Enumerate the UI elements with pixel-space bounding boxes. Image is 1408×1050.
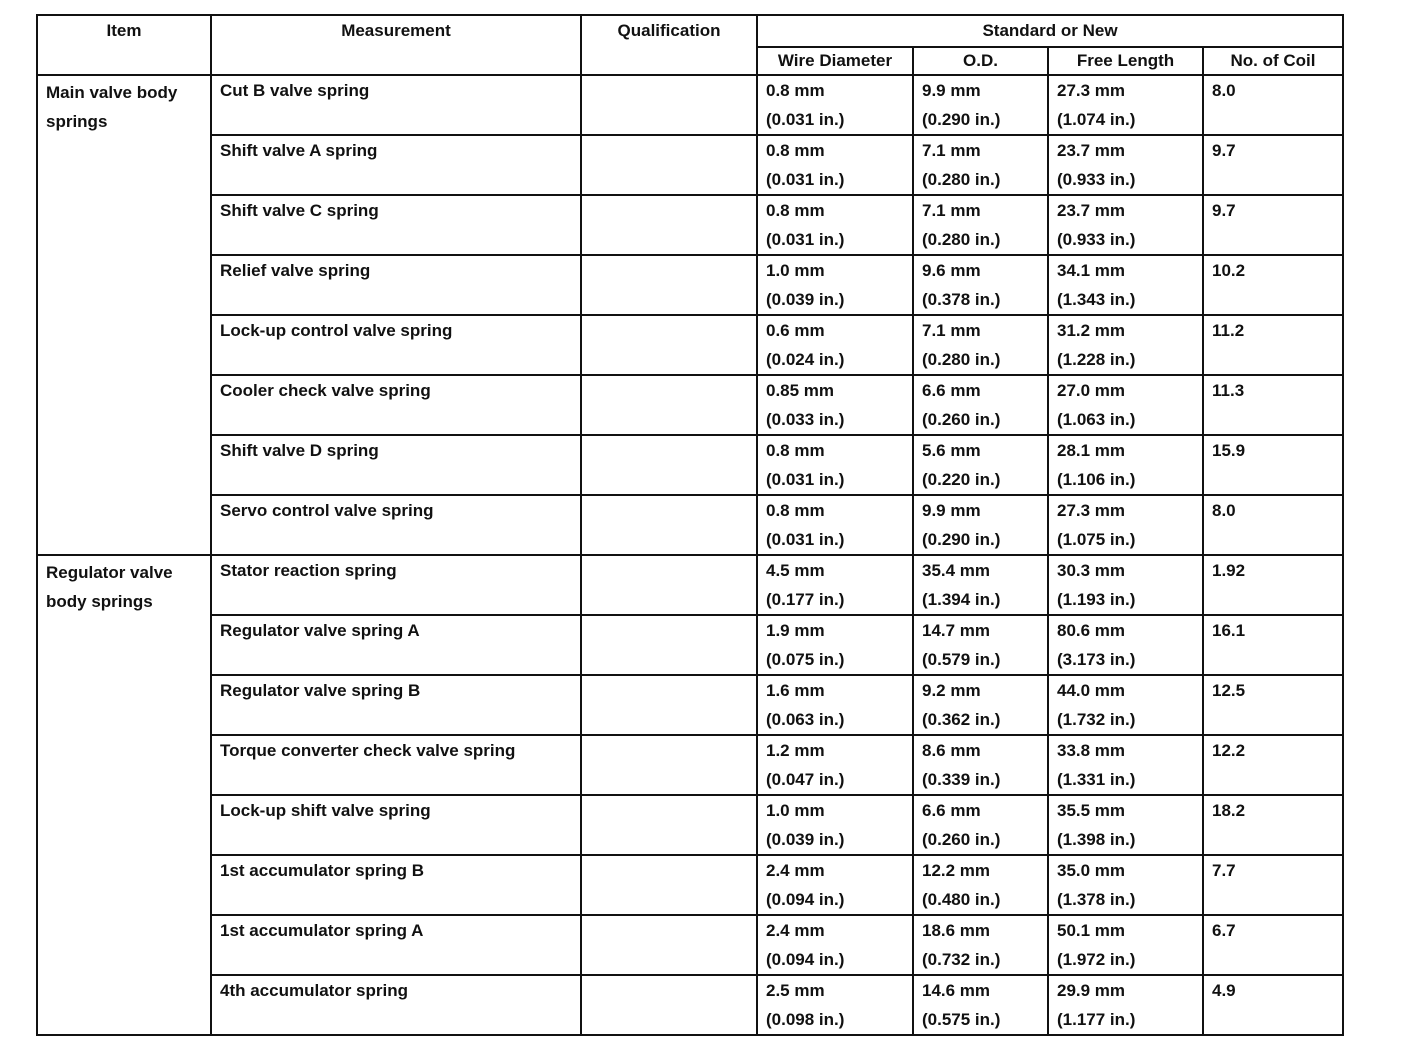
coil-cell	[1203, 315, 1343, 375]
wire-diameter-cell-imperial: (0.024 in.)	[766, 350, 845, 369]
free-length-cell-metric: 27.3 mm	[1057, 81, 1126, 100]
wire-diameter-cell	[757, 435, 913, 495]
od-cell-imperial: (0.290 in.)	[922, 110, 1001, 129]
header-qualification: Qualification	[581, 15, 757, 75]
coil-cell-text: 11.2	[1212, 321, 1245, 340]
od-cell-imperial: (0.290 in.)	[922, 530, 1001, 549]
measurement-cell-text: Cooler check valve spring	[220, 381, 431, 400]
measurement-cell-text: Regulator valve spring A	[220, 621, 420, 640]
coil-cell-text: 4.9	[1212, 981, 1236, 1000]
wire-diameter-cell-imperial: (0.063 in.)	[766, 710, 845, 729]
coil-cell-text: 11.3	[1212, 381, 1245, 400]
measurement-cell	[211, 495, 581, 555]
free-length-cell-imperial: (1.193 in.)	[1057, 590, 1136, 609]
measurement-cell	[211, 975, 581, 1035]
free-length-cell-metric: 27.0 mm	[1057, 381, 1126, 400]
od-cell-metric: 9.9 mm	[922, 501, 981, 520]
wire-diameter-cell	[757, 975, 913, 1035]
od-cell	[913, 675, 1048, 735]
od-cell-metric: 35.4 mm	[922, 561, 991, 580]
wire-diameter-cell	[757, 315, 913, 375]
od-cell-metric: 14.7 mm	[922, 621, 991, 640]
free-length-cell-metric: 28.1 mm	[1057, 441, 1126, 460]
od-cell-imperial: (0.362 in.)	[922, 710, 1001, 729]
qualification-cell	[581, 555, 757, 615]
wire-diameter-cell-metric: 0.8 mm	[766, 81, 825, 100]
table-row	[37, 675, 1343, 735]
coil-cell-text: 1.92	[1212, 561, 1246, 580]
od-cell	[913, 315, 1048, 375]
wire-diameter-cell-metric: 2.4 mm	[766, 861, 825, 880]
table-row	[37, 555, 1343, 615]
measurement-cell-text: 1st accumulator spring A	[220, 921, 424, 940]
header-no-of-coil: No. of Coil	[1203, 47, 1343, 75]
wire-diameter-cell	[757, 615, 913, 675]
table-row	[37, 435, 1343, 495]
wire-diameter-cell-metric: 0.6 mm	[766, 321, 825, 340]
od-cell-metric: 12.2 mm	[922, 861, 991, 880]
wire-diameter-cell-imperial: (0.031 in.)	[766, 170, 845, 189]
free-length-cell	[1048, 555, 1203, 615]
od-cell-metric: 7.1 mm	[922, 201, 981, 220]
wire-diameter-cell-imperial: (0.033 in.)	[766, 410, 845, 429]
wire-diameter-cell-imperial: (0.031 in.)	[766, 470, 845, 489]
measurement-cell	[211, 615, 581, 675]
free-length-cell	[1048, 195, 1203, 255]
free-length-cell-metric: 29.9 mm	[1057, 981, 1126, 1000]
wire-diameter-cell-metric: 0.8 mm	[766, 501, 825, 520]
od-cell	[913, 555, 1048, 615]
free-length-cell-imperial: (1.343 in.)	[1057, 290, 1136, 309]
free-length-cell-imperial: (3.173 in.)	[1057, 650, 1136, 669]
measurement-cell-text: Servo control valve spring	[220, 501, 434, 520]
wire-diameter-cell-metric: 0.85 mm	[766, 381, 835, 400]
coil-cell	[1203, 615, 1343, 675]
coil-cell	[1203, 915, 1343, 975]
wire-diameter-cell-metric: 4.5 mm	[766, 561, 825, 580]
od-cell-imperial: (0.260 in.)	[922, 410, 1001, 429]
measurement-cell-text: Regulator valve spring B	[220, 681, 421, 700]
measurement-cell	[211, 75, 581, 135]
measurement-cell-text: 4th accumulator spring	[220, 981, 408, 1000]
qualification-cell	[581, 675, 757, 735]
qualification-cell	[581, 735, 757, 795]
free-length-cell-metric: 31.2 mm	[1057, 321, 1126, 340]
wire-diameter-cell-imperial: (0.094 in.)	[766, 950, 845, 969]
table-body	[37, 75, 1343, 1035]
free-length-cell-imperial: (1.398 in.)	[1057, 830, 1136, 849]
coil-cell-text: 7.7	[1212, 861, 1236, 880]
measurement-cell-text: Relief valve spring	[220, 261, 371, 280]
free-length-cell-metric: 23.7 mm	[1057, 141, 1126, 160]
measurement-cell-text: Shift valve C spring	[220, 201, 379, 220]
free-length-cell	[1048, 795, 1203, 855]
free-length-cell-imperial: (1.075 in.)	[1057, 530, 1136, 549]
coil-cell-text: 8.0	[1212, 501, 1236, 520]
od-cell-imperial: (0.575 in.)	[922, 1010, 1001, 1029]
measurement-cell	[211, 255, 581, 315]
od-cell-metric: 8.6 mm	[922, 741, 981, 760]
header-standard-or-new: Standard or New	[757, 15, 1343, 47]
coil-cell	[1203, 375, 1343, 435]
header-item: Item	[37, 15, 211, 75]
free-length-cell	[1048, 435, 1203, 495]
measurement-cell-text: Torque converter check valve spring	[220, 741, 516, 760]
qualification-cell	[581, 255, 757, 315]
measurement-cell-text: Lock-up control valve spring	[220, 321, 453, 340]
coil-cell-text: 8.0	[1212, 81, 1236, 100]
coil-cell	[1203, 495, 1343, 555]
qualification-cell	[581, 495, 757, 555]
free-length-cell-imperial: (0.933 in.)	[1057, 230, 1136, 249]
free-length-cell-metric: 23.7 mm	[1057, 201, 1126, 220]
od-cell-imperial: (1.394 in.)	[922, 590, 1001, 609]
measurement-cell	[211, 315, 581, 375]
od-cell-imperial: (0.260 in.)	[922, 830, 1001, 849]
od-cell-metric: 7.1 mm	[922, 141, 981, 160]
wire-diameter-cell-imperial: (0.177 in.)	[766, 590, 845, 609]
measurement-cell-text: Stator reaction spring	[220, 561, 397, 580]
table-row	[37, 135, 1343, 195]
od-cell	[913, 915, 1048, 975]
measurement-cell-text: 1st accumulator spring B	[220, 861, 425, 880]
table-row	[37, 975, 1343, 1035]
wire-diameter-cell-imperial: (0.031 in.)	[766, 230, 845, 249]
qualification-cell	[581, 915, 757, 975]
free-length-cell-metric: 27.3 mm	[1057, 501, 1126, 520]
qualification-cell	[581, 195, 757, 255]
measurement-cell-text: Shift valve D spring	[220, 441, 379, 460]
od-cell-imperial: (0.220 in.)	[922, 470, 1001, 489]
od-cell	[913, 495, 1048, 555]
measurement-cell-text: Shift valve A spring	[220, 141, 378, 160]
wire-diameter-cell-imperial: (0.098 in.)	[766, 1010, 845, 1029]
od-cell	[913, 855, 1048, 915]
od-cell-imperial: (0.732 in.)	[922, 950, 1001, 969]
qualification-cell	[581, 315, 757, 375]
wire-diameter-cell	[757, 555, 913, 615]
free-length-cell-imperial: (1.106 in.)	[1057, 470, 1136, 489]
wire-diameter-cell-metric: 1.0 mm	[766, 801, 825, 820]
coil-cell	[1203, 555, 1343, 615]
free-length-cell	[1048, 855, 1203, 915]
table-row	[37, 495, 1343, 555]
header-free-length: Free Length	[1048, 47, 1203, 75]
wire-diameter-cell	[757, 195, 913, 255]
od-cell-imperial: (0.579 in.)	[922, 650, 1001, 669]
table-row	[37, 255, 1343, 315]
free-length-cell	[1048, 735, 1203, 795]
free-length-cell-metric: 44.0 mm	[1057, 681, 1126, 700]
coil-cell-text: 9.7	[1212, 141, 1236, 160]
od-cell-metric: 7.1 mm	[922, 321, 981, 340]
coil-cell	[1203, 795, 1343, 855]
wire-diameter-cell	[757, 375, 913, 435]
od-cell	[913, 375, 1048, 435]
measurement-cell	[211, 195, 581, 255]
table-row	[37, 195, 1343, 255]
coil-cell-text: 15.9	[1212, 441, 1246, 460]
coil-cell-text: 12.5	[1212, 681, 1246, 700]
coil-cell-text: 6.7	[1212, 921, 1236, 940]
qualification-cell	[581, 615, 757, 675]
coil-cell	[1203, 975, 1343, 1035]
header-od: O.D.	[913, 47, 1048, 75]
wire-diameter-cell	[757, 915, 913, 975]
od-cell-imperial: (0.280 in.)	[922, 230, 1001, 249]
free-length-cell-imperial: (1.063 in.)	[1057, 410, 1136, 429]
group-item-cell: Regulator valve body springs	[37, 555, 211, 1035]
coil-cell	[1203, 735, 1343, 795]
table-row	[37, 375, 1343, 435]
wire-diameter-cell	[757, 795, 913, 855]
coil-cell-text: 12.2	[1212, 741, 1246, 760]
free-length-cell-imperial: (1.074 in.)	[1057, 110, 1136, 129]
od-cell	[913, 255, 1048, 315]
free-length-cell-metric: 80.6 mm	[1057, 621, 1126, 640]
free-length-cell-imperial: (1.177 in.)	[1057, 1010, 1136, 1029]
od-cell-metric: 6.6 mm	[922, 381, 981, 400]
measurement-cell	[211, 795, 581, 855]
free-length-cell-metric: 33.8 mm	[1057, 741, 1126, 760]
free-length-cell	[1048, 915, 1203, 975]
od-cell	[913, 735, 1048, 795]
group-item-cell: Main valve body springs	[37, 75, 211, 555]
free-length-cell-metric: 50.1 mm	[1057, 921, 1126, 940]
free-length-cell-imperial: (1.331 in.)	[1057, 770, 1136, 789]
wire-diameter-cell-metric: 1.0 mm	[766, 261, 825, 280]
table-row	[37, 315, 1343, 375]
wire-diameter-cell	[757, 735, 913, 795]
qualification-cell	[581, 375, 757, 435]
table-row	[37, 915, 1343, 975]
coil-cell-text: 9.7	[1212, 201, 1236, 220]
coil-cell	[1203, 255, 1343, 315]
coil-cell	[1203, 675, 1343, 735]
measurement-cell	[211, 435, 581, 495]
table-row	[37, 615, 1343, 675]
table-row	[37, 795, 1343, 855]
od-cell-metric: 9.6 mm	[922, 261, 981, 280]
od-cell-metric: 9.2 mm	[922, 681, 981, 700]
free-length-cell-metric: 35.5 mm	[1057, 801, 1126, 820]
wire-diameter-cell-imperial: (0.075 in.)	[766, 650, 845, 669]
od-cell	[913, 435, 1048, 495]
qualification-cell	[581, 975, 757, 1035]
header-row	[37, 15, 1343, 47]
wire-diameter-cell-imperial: (0.039 in.)	[766, 290, 845, 309]
od-cell-metric: 9.9 mm	[922, 81, 981, 100]
free-length-cell-imperial: (0.933 in.)	[1057, 170, 1136, 189]
wire-diameter-cell-metric: 2.4 mm	[766, 921, 825, 940]
header-measurement: Measurement	[211, 15, 581, 75]
measurement-cell	[211, 135, 581, 195]
header-wire-diameter: Wire Diameter	[757, 47, 913, 75]
free-length-cell	[1048, 315, 1203, 375]
measurement-cell	[211, 555, 581, 615]
coil-cell	[1203, 195, 1343, 255]
wire-diameter-cell-metric: 0.8 mm	[766, 201, 825, 220]
wire-diameter-cell-metric: 1.2 mm	[766, 741, 825, 760]
wire-diameter-cell	[757, 495, 913, 555]
wire-diameter-cell-metric: 1.9 mm	[766, 621, 825, 640]
od-cell-imperial: (0.480 in.)	[922, 890, 1001, 909]
free-length-cell-metric: 34.1 mm	[1057, 261, 1126, 280]
od-cell	[913, 135, 1048, 195]
qualification-cell	[581, 855, 757, 915]
od-cell-imperial: (0.280 in.)	[922, 350, 1001, 369]
free-length-cell-imperial: (1.378 in.)	[1057, 890, 1136, 909]
coil-cell	[1203, 75, 1343, 135]
wire-diameter-cell-imperial: (0.031 in.)	[766, 530, 845, 549]
free-length-cell	[1048, 975, 1203, 1035]
spring-spec-table	[36, 14, 1344, 1036]
wire-diameter-cell-imperial: (0.094 in.)	[766, 890, 845, 909]
wire-diameter-cell-imperial: (0.031 in.)	[766, 110, 845, 129]
od-cell-imperial: (0.378 in.)	[922, 290, 1001, 309]
od-cell-imperial: (0.280 in.)	[922, 170, 1001, 189]
od-cell	[913, 195, 1048, 255]
table-row	[37, 735, 1343, 795]
measurement-cell-text: Lock-up shift valve spring	[220, 801, 431, 820]
wire-diameter-cell	[757, 675, 913, 735]
free-length-cell-imperial: (1.732 in.)	[1057, 710, 1136, 729]
qualification-cell	[581, 435, 757, 495]
od-cell	[913, 975, 1048, 1035]
od-cell	[913, 795, 1048, 855]
coil-cell-text: 16.1	[1212, 621, 1246, 640]
measurement-cell	[211, 675, 581, 735]
wire-diameter-cell-metric: 0.8 mm	[766, 441, 825, 460]
coil-cell	[1203, 435, 1343, 495]
free-length-cell	[1048, 615, 1203, 675]
coil-cell-text: 10.2	[1212, 261, 1246, 280]
measurement-cell-text: Cut B valve spring	[220, 81, 370, 100]
free-length-cell	[1048, 75, 1203, 135]
wire-diameter-cell	[757, 75, 913, 135]
table-row	[37, 75, 1343, 135]
od-cell-metric: 18.6 mm	[922, 921, 991, 940]
od-cell	[913, 75, 1048, 135]
qualification-cell	[581, 75, 757, 135]
free-length-cell	[1048, 675, 1203, 735]
wire-diameter-cell-metric: 0.8 mm	[766, 141, 825, 160]
free-length-cell	[1048, 135, 1203, 195]
measurement-cell	[211, 375, 581, 435]
wire-diameter-cell-imperial: (0.039 in.)	[766, 830, 845, 849]
wire-diameter-cell-metric: 1.6 mm	[766, 681, 825, 700]
od-cell-imperial: (0.339 in.)	[922, 770, 1001, 789]
measurement-cell	[211, 735, 581, 795]
od-cell-metric: 6.6 mm	[922, 801, 981, 820]
free-length-cell	[1048, 375, 1203, 435]
free-length-cell-imperial: (1.972 in.)	[1057, 950, 1136, 969]
coil-cell	[1203, 855, 1343, 915]
wire-diameter-cell	[757, 135, 913, 195]
measurement-cell	[211, 915, 581, 975]
wire-diameter-cell	[757, 255, 913, 315]
od-cell	[913, 615, 1048, 675]
free-length-cell-metric: 30.3 mm	[1057, 561, 1126, 580]
wire-diameter-cell-imperial: (0.047 in.)	[766, 770, 845, 789]
wire-diameter-cell	[757, 855, 913, 915]
od-cell-metric: 14.6 mm	[922, 981, 991, 1000]
free-length-cell-imperial: (1.228 in.)	[1057, 350, 1136, 369]
qualification-cell	[581, 135, 757, 195]
free-length-cell	[1048, 495, 1203, 555]
coil-cell	[1203, 135, 1343, 195]
qualification-cell	[581, 795, 757, 855]
od-cell-metric: 5.6 mm	[922, 441, 981, 460]
wire-diameter-cell-metric: 2.5 mm	[766, 981, 825, 1000]
coil-cell-text: 18.2	[1212, 801, 1246, 820]
free-length-cell-metric: 35.0 mm	[1057, 861, 1126, 880]
table-row	[37, 855, 1343, 915]
free-length-cell	[1048, 255, 1203, 315]
measurement-cell	[211, 855, 581, 915]
